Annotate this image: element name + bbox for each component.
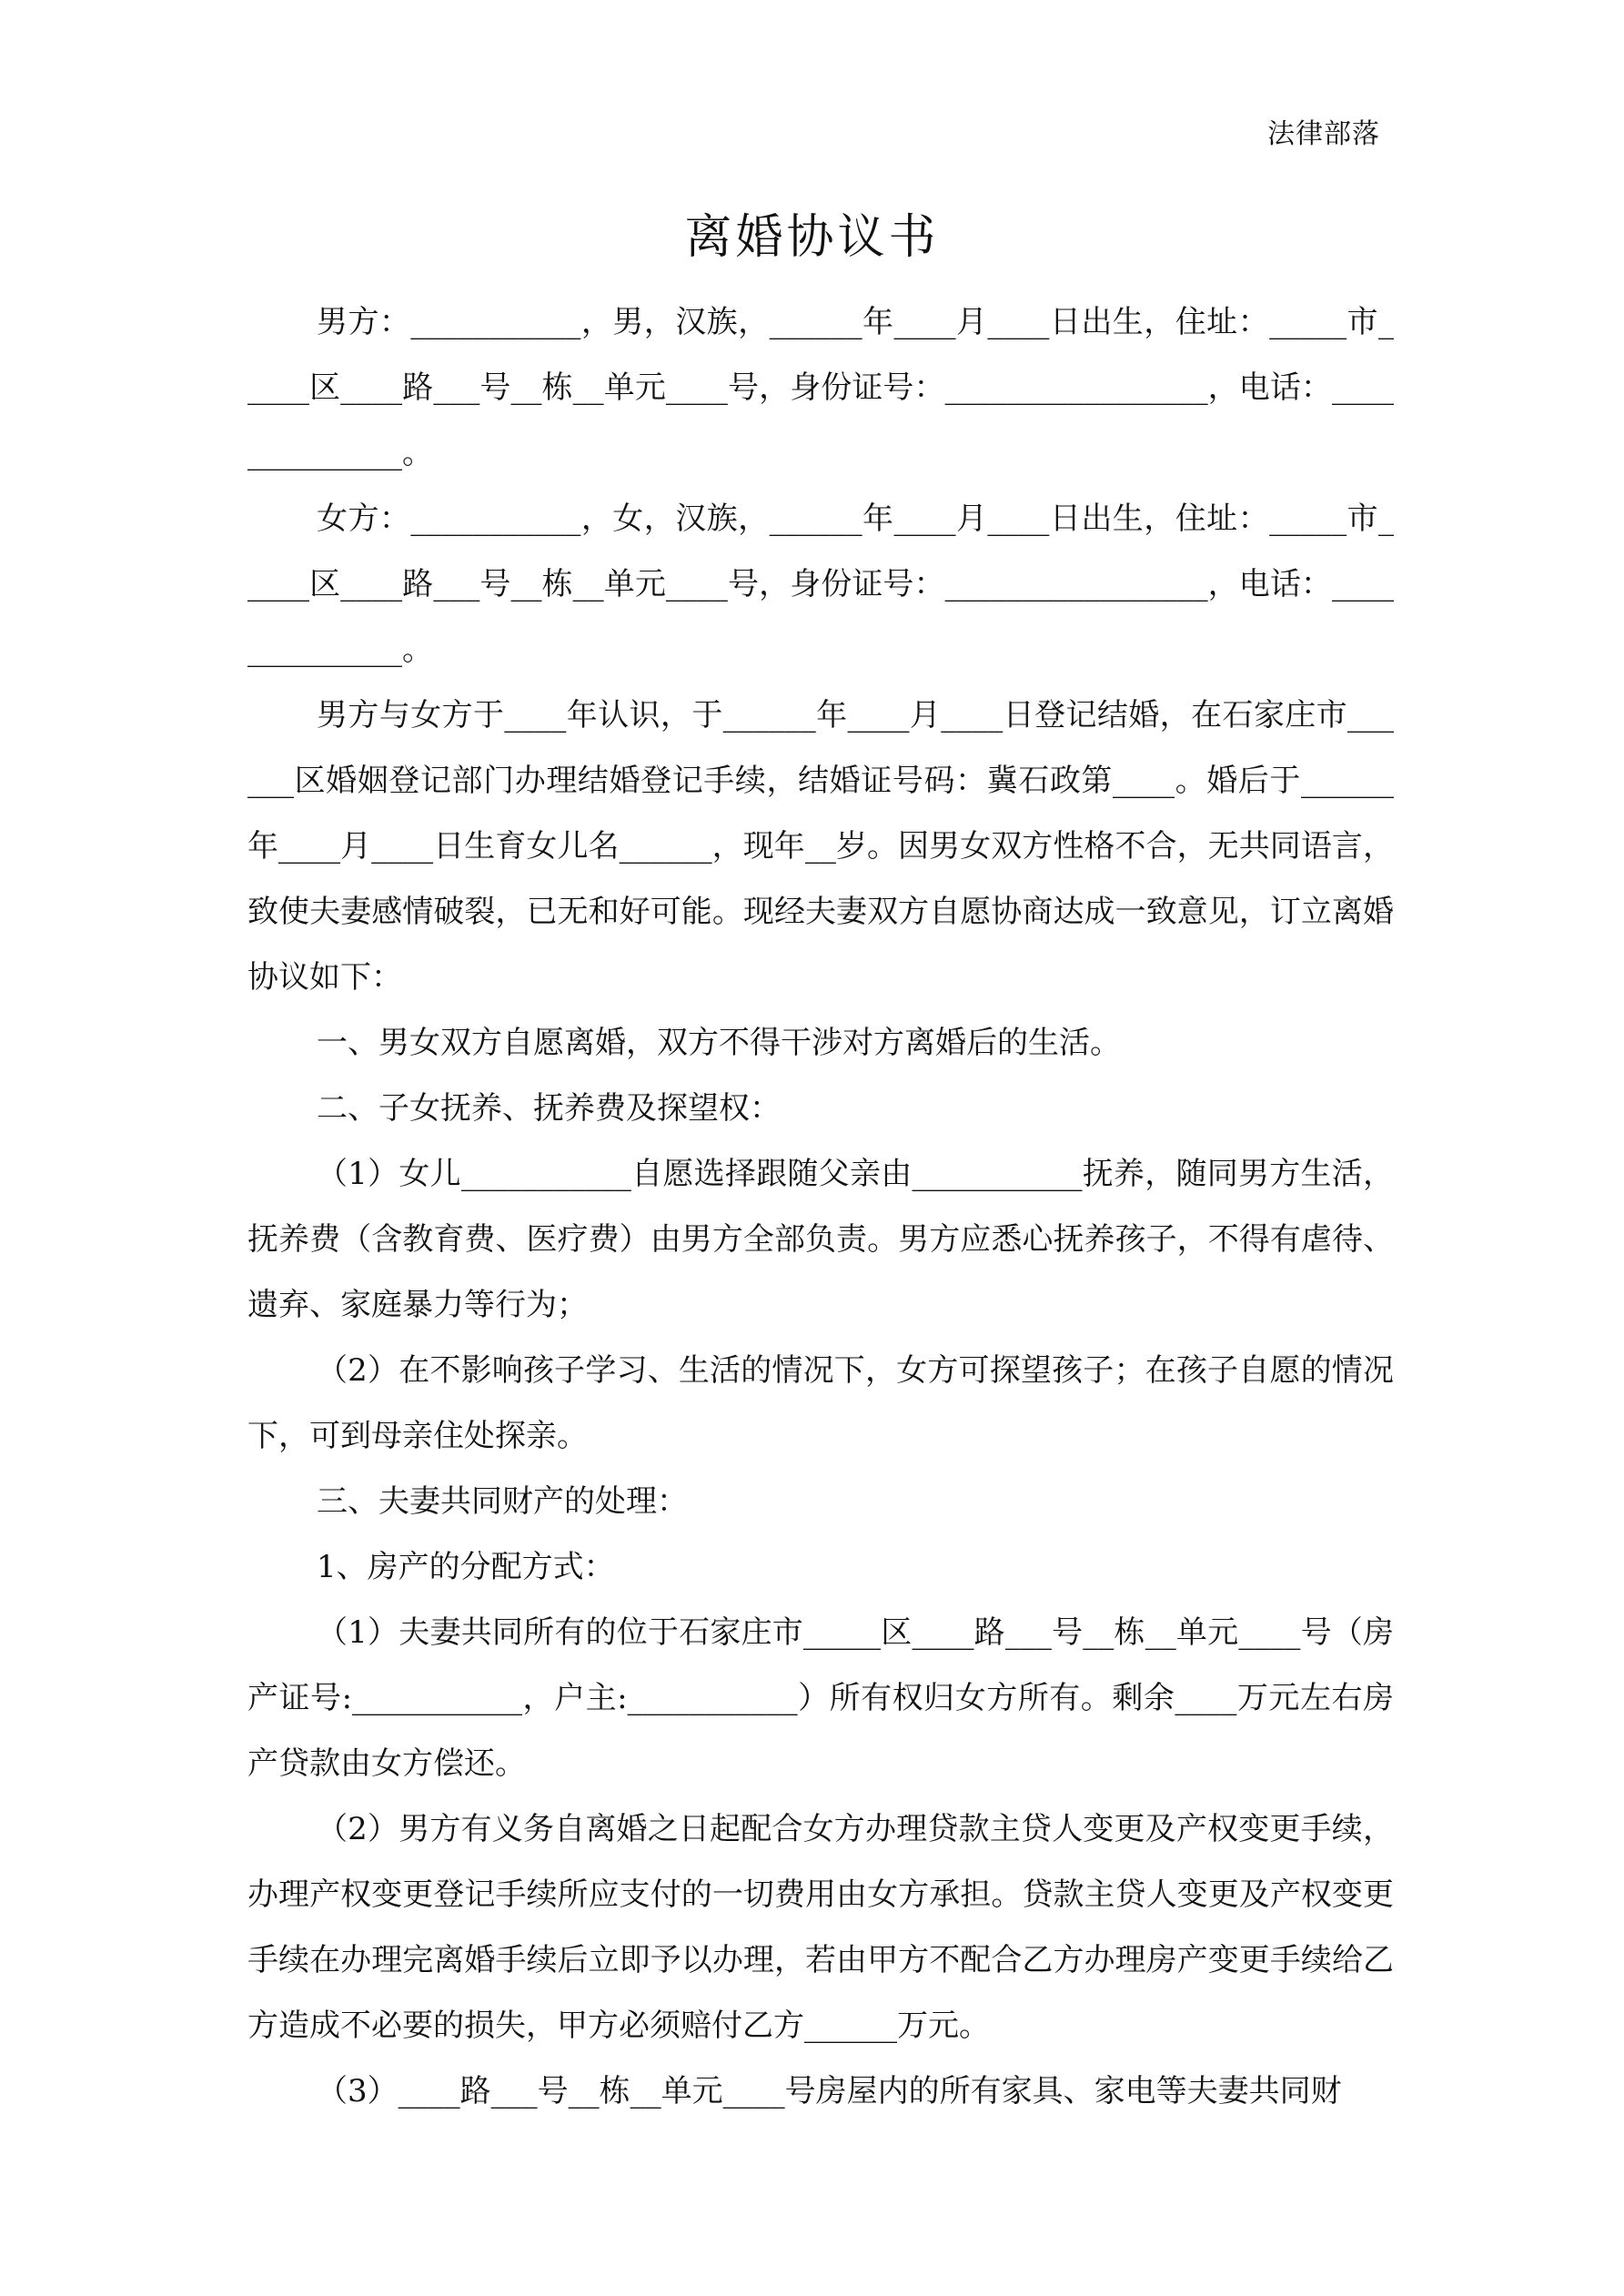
paragraph-female-party: 女方：___________，女，汉族，______年____月____日出生，住址：_____市_____区____路___号__栋__单元____号，身份证号：_________________，电话：______________。 bbox=[247, 501, 1394, 668]
clause-2-item-1: （1）女儿___________自愿选择跟随父亲由___________抚养，随同男方生活，抚养费（含教育费、医疗费）由男方全部负责。男方应悉心抚养孩子，不得有虐待、遗弃、家庭暴力等行为； bbox=[247, 1156, 1394, 1323]
document-body bbox=[247, 289, 1394, 2124]
clause-3-item-3: （3）____路___号__栋__单元____号房屋内的所有家具、家电等夫妻共同财 bbox=[317, 2073, 1342, 2109]
clause-1-divorce-consent: 一、男女双方自愿离婚，双方不得干涉对方离婚后的生活。 bbox=[317, 1025, 1121, 1061]
clause-3-item-2: （2）男方有义务自离婚之日起配合女方办理贷款主贷人变更及产权变更手续，办理产权变更登记手续所应支付的一切费用由女方承担。贷款主贷人变更及产权变更手续在办理完离婚手续后立即予以办理，若由甲方不配合乙方办理房产变更手续给乙方造成不必要的损失，甲方必须赔付乙方______万元。 bbox=[247, 1811, 1394, 2044]
document-title: 离婚协议书 bbox=[684, 210, 940, 265]
clause-3-heading: 三、夫妻共同财产的处理： bbox=[317, 1483, 688, 1520]
clause-3-subheading-property: 1、房产的分配方式： bbox=[317, 1549, 615, 1585]
paragraph-marriage-background: 男方与女方于____年认识，于______年____月____日登记结婚，在石家庄市______区婚姻登记部门办理结婚登记手续，结婚证号码：冀石政第____。婚后于______年____月____日生育女儿名______，现年__岁。因男女双方性格不合，无共同语言，致使夫妻感情破裂，已无和好可能。现经夫妻双方自愿协商达成一致意见，订立离婚协议如下： bbox=[247, 697, 1394, 996]
clause-3-item-1: （1）夫妻共同所有的位于石家庄市_____区____路___号__栋__单元____号（房产证号:___________，户主:___________）所有权归女方所有。剩余____万元左右房产贷款由女方偿还。 bbox=[247, 1614, 1394, 1782]
clause-2-item-2: （2）在不影响孩子学习、生活的情况下，女方可探望孩子；在孩子自愿的情况下，可到母亲住处探亲。 bbox=[247, 1352, 1394, 1454]
brand-mark: 法律部落 bbox=[1267, 118, 1380, 150]
clause-2-heading: 二、子女抚养、抚养费及探望权： bbox=[317, 1090, 781, 1127]
paragraph-male-party: 男方：___________，男，汉族，______年____月____日出生，住址：_____市_____区____路___号__栋__单元____号，身份证号：_________________，电话：______________。 bbox=[247, 304, 1394, 471]
